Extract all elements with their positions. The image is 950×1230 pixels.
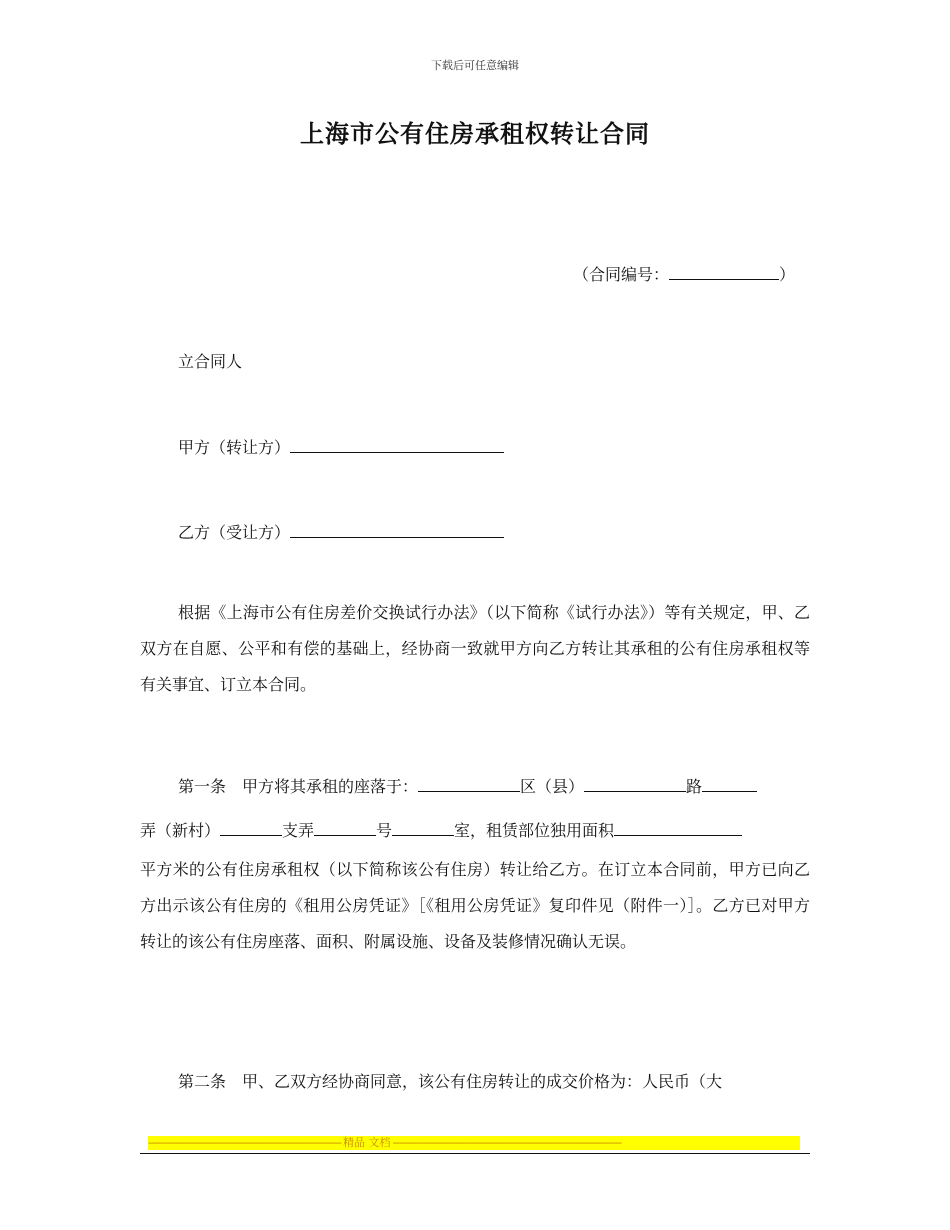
party-a-line (178, 435, 504, 458)
footer-rule (140, 1153, 810, 1154)
article-1-text-b: 区（县） (520, 777, 585, 796)
article-1-line-1 (178, 774, 757, 797)
road-blank (584, 775, 686, 792)
footer-banner (148, 1136, 800, 1150)
article-2-paragraph (140, 1064, 810, 1100)
article-1-text-d: 弄（新村） (140, 821, 221, 840)
contract-number (573, 262, 795, 285)
party-a-blank (290, 436, 504, 453)
party-b-line (178, 520, 504, 543)
party-b-label: 乙方（受让方） (178, 523, 291, 542)
article-1-text-e: 支弄 (282, 821, 315, 840)
contract-number-suffix: ） (779, 265, 796, 284)
number-blank (314, 819, 376, 836)
party-a-label: 甲方（转让方） (178, 438, 291, 457)
party-b-blank (290, 521, 504, 538)
article-1-text-g: 室，租赁部位独用面积 (454, 821, 615, 840)
article-1-text-f: 号 (376, 821, 393, 840)
preamble-text: 根据《上海市公有住房差价交换试行办法》（以下简称《试行办法》）等有关规定，甲、乙双方在自愿、公平和有偿的基础上，经协商一致就甲方向乙方转让其承租的公有住房承租权等有关事宜、订立本合同。 (140, 603, 810, 694)
article-1-text-a: 第一条 甲方将其承租的座落于： (178, 777, 419, 796)
contract-number-blank (669, 263, 779, 280)
footer-left-dashes: ----------------------------------------------------------------- (148, 1136, 342, 1149)
district-blank (418, 775, 520, 792)
preamble-paragraph (140, 595, 810, 703)
article-1-text-c: 路 (686, 777, 703, 796)
sub-lane-blank (220, 819, 282, 836)
room-blank (392, 819, 454, 836)
area-blank (614, 819, 742, 836)
header-note: 下载后可任意编辑 (431, 59, 519, 72)
parties-intro: 立合同人 (178, 352, 243, 371)
article-1-line-2 (140, 818, 742, 841)
article-2-text: 第二条 甲、乙双方经协商同意，该公有住房转让的成交价格为：人民币（大 (178, 1072, 723, 1091)
footer-label: 精品 文档 (343, 1136, 391, 1149)
document-title: 上海市公有住房承租权转让合同 (300, 120, 650, 148)
article-1-rest-text: 平方米的公有住房承租权（以下简称该公有住房）转让给乙方。在订立本合同前，甲方已向乙方出示该公有住房的《租用公房凭证》［《租用公房凭证》复印件见（附件一）］。乙方已对甲方转让的该公有住房座落、面积、附属设施、设备及装修情况确认无误。 (140, 860, 810, 951)
footer-right-dashes: ----------------------------------------------------------------------------- (392, 1136, 622, 1149)
contract-number-prefix: （合同编号： (573, 265, 670, 284)
lane-blank (702, 775, 757, 792)
article-1-paragraph (140, 852, 810, 960)
